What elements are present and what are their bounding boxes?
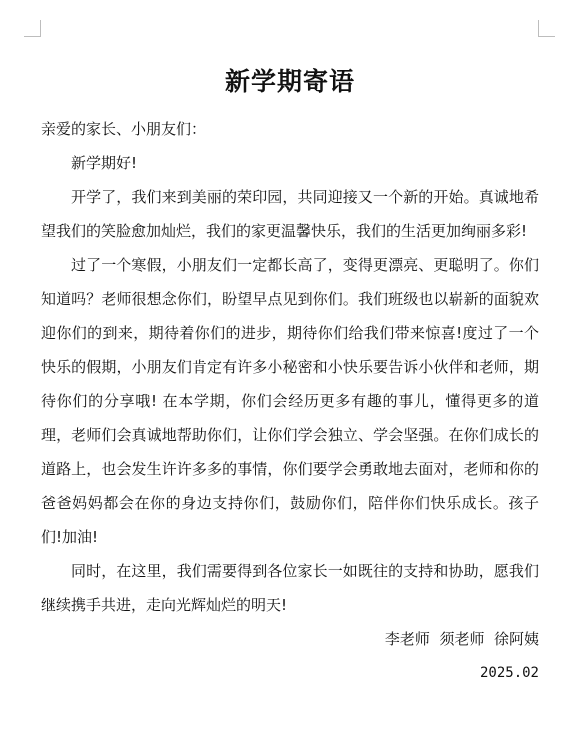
paragraph-greeting: 新学期好!	[71, 154, 138, 172]
crop-mark-top-right	[538, 20, 555, 37]
paragraph-main: 过了一个寒假，小朋友们一定都长高了，变得更漂亮、更聪明了。你们知道吗？老师很想念你们，盼望早点见到你们。我们班级也以崭新的面貌欢迎你们的到来，期待着你们的进步，期待你们给我们带来惊喜!度过了一个快乐的假期，小朋友们肯定有许多小秘密和小快乐要告诉小伙伴和老师，期待你们的分享哦! 在本学期，你们会经历更多有趣的事儿，懂得更多的道理，老师们会真诚地帮助你们，让你们学会独立、学会坚强。在你们成长的道路上，也会发生许许多多的事情，你们要学会勇敢地去面对，老师和你的爸爸妈妈都会在你的身边支持你们，鼓励你们，陪伴你们快乐成长。孩子们!加油!	[41, 256, 539, 546]
paragraph-closing: 同时，在这里，我们需要得到各位家长一如既往的支持和协助，愿我们继续携手共进，走向光辉灿烂的明天!	[41, 562, 539, 614]
document-body	[41, 62, 539, 690]
signature: 李老师 须老师 徐阿姨	[384, 630, 539, 648]
crop-mark-top-left	[24, 20, 41, 37]
paragraph-opening: 开学了，我们来到美丽的荣印园，共同迎接又一个新的开始。真诚地希望我们的笑脸愈加灿烂，我们的家更温馨快乐，我们的生活更加绚丽多彩!	[41, 188, 539, 240]
document-title: 新学期寄语	[224, 67, 355, 96]
salutation: 亲爱的家长、小朋友们：	[41, 120, 207, 138]
date: 2025.02	[479, 665, 539, 681]
